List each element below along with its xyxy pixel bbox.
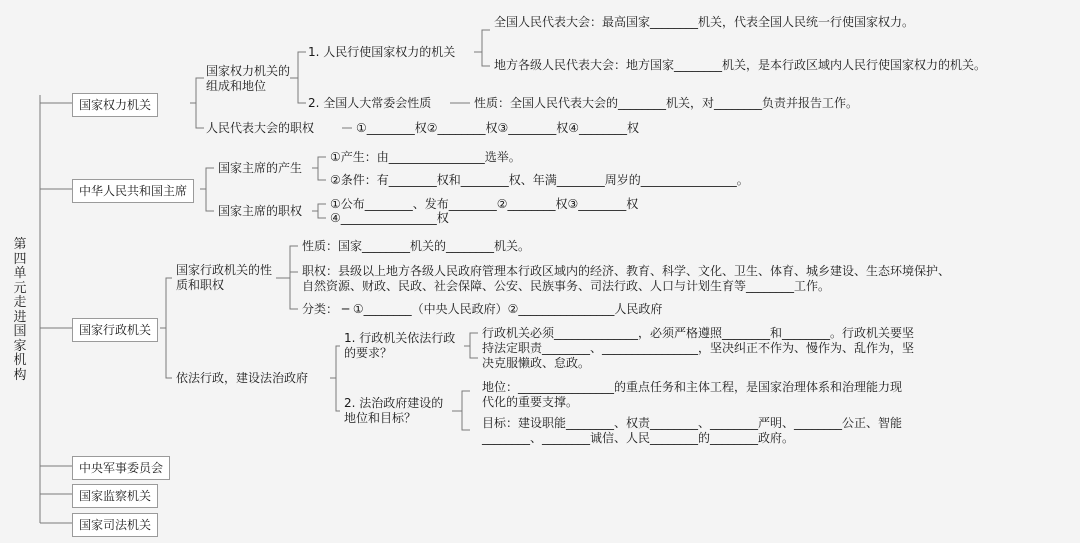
standing-committee-label: 2. 全国人大常委会性质 — [308, 96, 432, 110]
president-election-text: ①产生：由________________选举。 — [330, 150, 521, 164]
root-title: 第四单元走进国家机构 — [13, 237, 27, 383]
standing-nature-text: 性质：全国人民代表大会的________机关，对________负责并报告工作。 — [474, 96, 859, 110]
node-power-organ: 国家权力机关 — [72, 93, 158, 117]
president-duty-text-1: ①公布________、发布________②________权③________权 — [330, 197, 639, 211]
question-1-answer: 行政机关必须______________，必须严格遵照________和________。行政机关要坚持法定职责________、________________，坚决纠正不作为、慢作为、乱作为，坚决克服懒政、怠政。 — [482, 326, 915, 370]
node-judicial-organ: 国家司法机关 — [72, 513, 158, 537]
admin-duty-text: 职权：县级以上地方各级人民政府管理本行政区域内的经济、教育、科学、文化、卫生、体育、城乡建设、生态环境保护、自然资源、财政、民政、社会保障、公安、民族事务、司法行政、人口与计划生育等________工作。 — [302, 264, 951, 293]
npc-text: 全国人民代表大会：最高国家________机关，代表全国人民统一行使国家权力。 — [494, 15, 915, 29]
rule-of-law-label: 依法行政，建设法治政府 — [176, 371, 309, 385]
question-2-label: 2. 法治政府建设的地位和目标？ — [344, 396, 444, 425]
question-1-label: 1. 行政机关依法行政的要求？ — [344, 331, 456, 360]
node-president: 中华人民共和国主席 — [72, 179, 194, 203]
admin-classification-text: 分类： ─ ①________（中央人民政府）②________________人民政府 — [302, 302, 663, 316]
power-composition-label: 国家权力机关的组成和地位 — [206, 64, 291, 93]
admin-nature-duty-label: 国家行政机关的性质和职权 — [176, 263, 273, 292]
president-birth-label: 国家主席的产生 — [218, 161, 303, 175]
president-duty-text-2: ④________________权 — [330, 211, 449, 225]
local-congress-text: 地方各级人民代表大会：地方国家________机关，是本行政区域内人民行使国家权力的机关。 — [494, 58, 987, 72]
president-conditions-text: ②条件：有________权和________权、年满________周岁的________________。 — [330, 173, 749, 187]
law-government-goal-text: 目标：建设职能________、权责________、________严明、________公正、智能________、________诚信、人民________的________政府。 — [482, 416, 903, 445]
node-supervision-organ: 国家监察机关 — [72, 484, 158, 508]
power-organ-label: 1. 人民行使国家权力的机关 — [308, 45, 456, 59]
congress-powers-label: 人民代表大会的职权 — [206, 121, 315, 135]
node-military-commission: 中央军事委员会 — [72, 456, 170, 480]
law-government-position-text: 地位：________________的重点任务和主体工程，是国家治理体系和治理能力现代化的重要支撑。 — [482, 380, 903, 409]
congress-powers-text: ①________权②________权③________权④________权 — [356, 121, 640, 135]
president-duty-label: 国家主席的职权 — [218, 204, 303, 218]
node-admin-organ: 国家行政机关 — [72, 318, 158, 342]
admin-nature-text: 性质：国家________机关的________机关。 — [302, 239, 531, 253]
